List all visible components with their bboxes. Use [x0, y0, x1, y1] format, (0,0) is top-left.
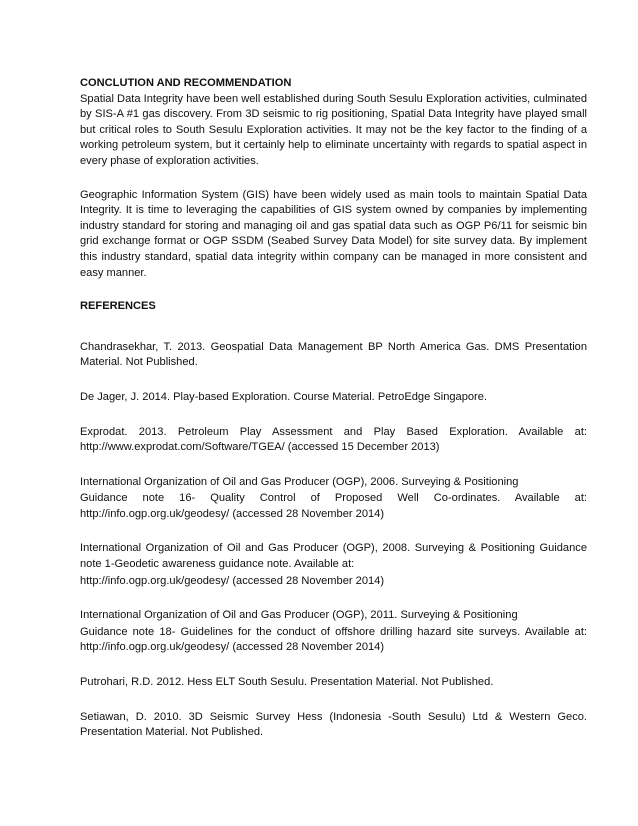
- references-heading: REFERENCES: [80, 300, 156, 313]
- reference-item: [80, 425, 587, 456]
- conclusion-heading: CONCLUTION AND RECOMMENDATION: [80, 77, 292, 89]
- reference-continuation: http://info.ogp.org.uk/geodesy/ (accessed 28 November 2014): [80, 574, 385, 587]
- reference-text: International Organization of Oil and Gas Producer (OGP), 2008. Surveying & Positioning Guidance note 1-Geodetic awareness guidance note. Available at:: [80, 542, 587, 571]
- reference-text: Setiawan, D. 2010. 3D Seismic Survey Hess (Indonesia -South Sesulu) Ltd & Western Geco. Presentation Material. Not Published.: [80, 710, 587, 739]
- reference-text: International Organization of Oil and Gas Producer (OGP), 2011. Surveying & Positioning: [80, 609, 518, 622]
- reference-text: Putrohari, R.D. 2012. Hess ELT South Sesulu. Presentation Material. Not Published.: [80, 676, 494, 689]
- conclusion-paragraph-1: Spatial Data Integrity have been well established during South Sesulu Exploration activities, culminated by SIS-A #1 gas discovery. From 3D seismic to rig positioning, Spatial Data Integrity have played small but critical roles to South Sesulu Exploration activities. It may not be the key factor to the finding of a working petroleum system, but it certainly help to eliminate uncertainty with regards to spatial aspect in every phase of exploration activities.: [80, 92, 587, 167]
- reference-item: [80, 541, 587, 589]
- conclusion-section: [80, 76, 587, 281]
- reference-continuation: Guidance note 16- Quality Control of Proposed Well Co-ordinates. Available at: http://info.ogp.org.uk/geodesy/ (accessed 28 November 2014): [80, 492, 587, 520]
- reference-item: [80, 608, 587, 656]
- reference-text: International Organization of Oil and Gas Producer (OGP), 2006. Surveying & Positioning: [80, 475, 519, 488]
- reference-item: [80, 675, 587, 691]
- document-content: [80, 76, 587, 760]
- conclusion-paragraph-2: Geographic Information System (GIS) have been widely used as main tools to maintain Spatial Data Integrity. It is time to leveraging the capabilities of GIS system owned by companies by implementing industry standard for storing and managing oil and gas spatial data such as OGP P6/11 for seismic bin grid exchange format or OGP SSDM (Seabed Survey Data Model) for site survey data. By implement this industry standard, spatial data integrity within company can be managed in more consistent and easy manner.: [80, 188, 587, 279]
- references-section: [80, 299, 587, 741]
- reference-item: [80, 475, 587, 523]
- reference-item: [80, 390, 587, 406]
- reference-text: Chandrasekhar, T. 2013. Geospatial Data Management BP North America Gas. DMS Presentation Material. Not Published.: [80, 340, 587, 369]
- reference-text: De Jager, J. 2014. Play-based Exploration. Course Material. PetroEdge Singapore.: [80, 390, 488, 403]
- reference-text: Exprodat. 2013. Petroleum Play Assessment and Play Based Exploration. Available at: http://www.exprodat.com/Software/TGEA/ (accessed 15 December 2013): [80, 425, 587, 454]
- reference-item: [80, 710, 587, 741]
- reference-continuation: Guidance note 18- Guidelines for the conduct of offshore drilling hazard site surveys. Available at: http://info.ogp.org.uk/geodesy/ (accessed 28 November 2014): [80, 625, 587, 654]
- reference-item: [80, 340, 587, 371]
